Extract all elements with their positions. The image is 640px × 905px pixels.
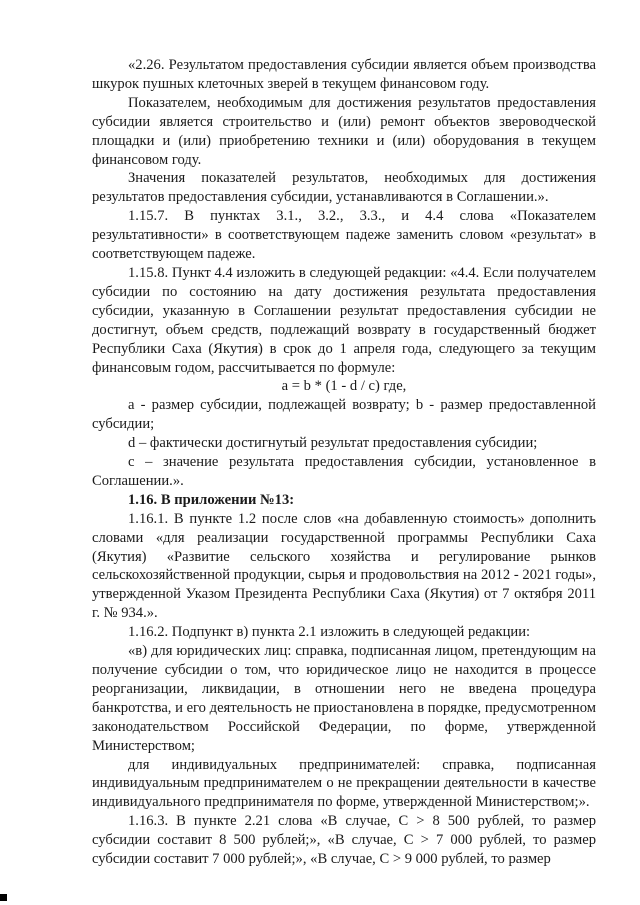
formula-legend-d: d – фактически достигнутый результат предоставления субсидии; — [128, 435, 538, 452]
paragraph-individual-entrepreneurs: для индивидуальных предпринимателей: справка, подписанная индивидуальным предпринимателем о не прекращении деятельности в качестве индивидуального предпринимателя по форме, утвержденной Министерством;». — [92, 756, 596, 811]
scan-corner-mark — [0, 894, 7, 901]
formula-legend-c: с – значение результата предоставления субсидии, установленное в Соглашении.». — [92, 454, 596, 489]
paragraph-1-16-1: 1.16.1. В пункте 1.2 после слов «на добавленную стоимость» дополнить словами «для реализации государственной программы Республики Саха (Якутия) «Развитие сельского хозяйства и регулирование рынков сельскохозяйственной продукции, сырья и продовольствия на 2012 - 2021 годы», утвержденной Указом Президента Республики Саха (Якутия) от 7 октября 2011 г. № 934.». — [92, 510, 596, 622]
paragraph-1-16-3: 1.16.3. В пункте 2.21 слова «В случае, С > 8 500 рублей, то размер субсидии составит 8 500 рублей;», «В случае, С > 7 000 рублей, то размер субсидии составит 7 000 рублей;», «В случае, С > 9 000 рублей, то размер — [92, 813, 596, 868]
formula: а = b * (1 - d / c) где, — [281, 378, 407, 395]
paragraph-1-15-7: 1.15.7. В пунктах 3.1., 3.2., 3.3., и 4.4 слова «Показателем результативности» в соответствующем падеже заменить словом «результат» в соответствующем падеже. — [92, 208, 596, 263]
document-page — [92, 56, 596, 869]
paragraph-2-26: «2.26. Результатом предоставления субсидии является объем производства шкурок пушных клеточных зверей в текущем финансовом году. — [92, 57, 596, 92]
paragraph-indicator-values: Значения показателей результатов, необходимых для достижения результатов предоставления субсидии, устанавливаются в Соглашении.». — [92, 170, 596, 206]
paragraph-1-16-2: 1.16.2. Подпункт в) пункта 2.1 изложить в следующей редакции: — [128, 624, 531, 641]
section-heading-1-16: 1.16. В приложении №13: — [128, 491, 295, 508]
paragraph-1-15-8: 1.15.8. Пункт 4.4 изложить в следующей редакции: «4.4. Если получателем субсидии по состоянию на дату достижения результата предоставления субсидии, указанную в Соглашении результат предоставления субсидии не достигнут, объем средств, подлежащий возврату в государственный бюджет Республики Саха (Якутия) в срок до 1 апреля года, следующего за текущим финансовым годом, рассчитывается по формуле: — [92, 264, 596, 376]
paragraph-indicator: Показателем, необходимым для достижения результатов предоставления субсидии является строительство и (или) ремонт объектов звероводческой площадки и (или) приобретению техники и (или) оборудования в текущем финансовом году. — [92, 94, 596, 168]
formula-legend-a-b: а - размер субсидии, подлежащей возврату; b - размер предоставленной субсидии; — [92, 397, 596, 433]
paragraph-legal-entities: «в) для юридических лиц: справка, подписанная лицом, претендующим на получение субсидии о том, что юридическое лицо не находится в процессе реорганизации, ликвидации, в отношении него не введена процедура банкротства, и его деятельность не приостановлена в порядке, предусмотренном законодательством Российской Федерации, по форме, утвержденной Министерством; — [92, 643, 596, 754]
